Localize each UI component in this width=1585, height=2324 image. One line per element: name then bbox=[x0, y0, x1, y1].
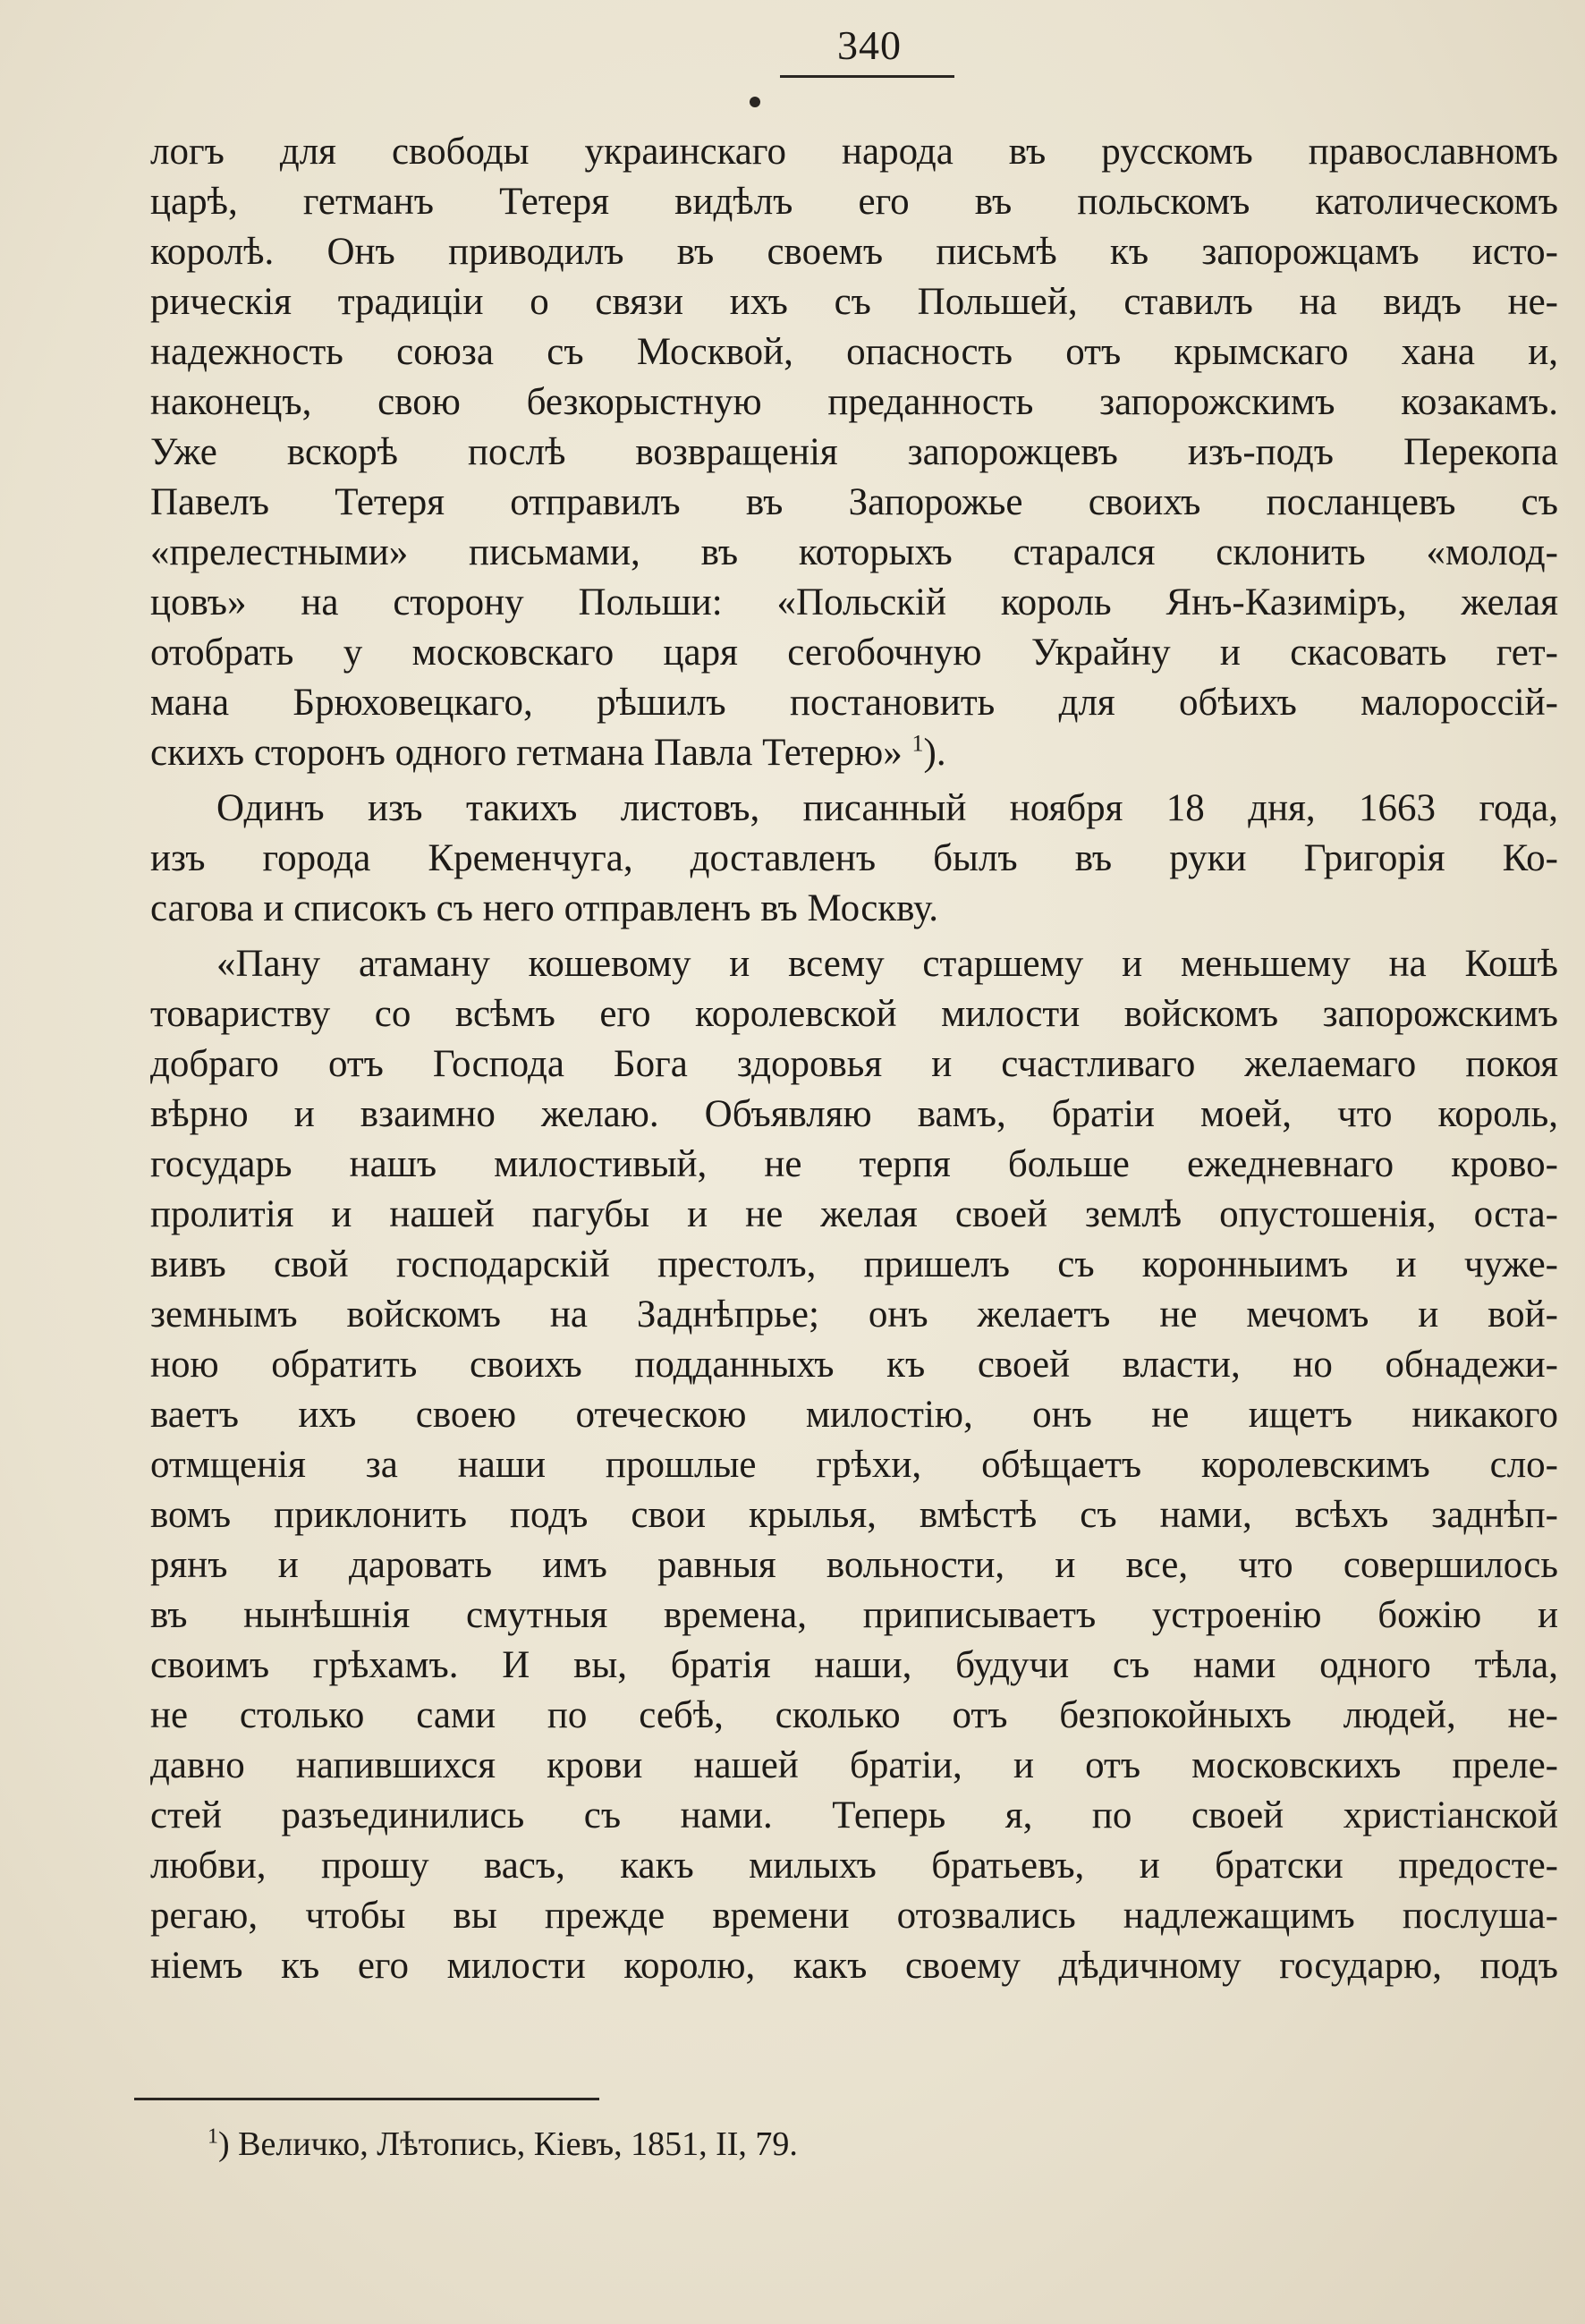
text-line-content: скихъ сторонъ одного гетмана Павла Тетерю» bbox=[150, 732, 903, 774]
text-line-content: рянъ и даровать имъ равныя вольности, и все, что совершилось bbox=[150, 1544, 1558, 1586]
text-line-content: вѣрно и взаимно желаю. Объявляю вамъ, братіи моей, что король, bbox=[150, 1093, 1558, 1135]
text-line-content: своимъ грѣхамъ. И вы, братія наши, будучи съ нами одного тѣла, bbox=[150, 1644, 1558, 1686]
text-line bbox=[150, 1140, 1558, 1190]
text-line-content: земнымъ войскомъ на Заднѣпрье; онъ желаетъ не мечомъ и вой- bbox=[150, 1293, 1558, 1336]
text-line bbox=[150, 834, 1558, 884]
text-line bbox=[150, 1590, 1558, 1641]
footnote-reference: 1 bbox=[911, 730, 924, 757]
text-line bbox=[150, 1090, 1558, 1140]
text-line-content: любви, прошу васъ, какъ милыхъ братьевъ, и братски предосте- bbox=[150, 1845, 1558, 1887]
text-line-content: отмщенія за наши прошлые грѣхи, обѣщаетъ королевскимъ сло- bbox=[150, 1444, 1558, 1486]
footnote-rule bbox=[134, 2098, 599, 2100]
text-line bbox=[216, 939, 1558, 989]
text-line bbox=[150, 1039, 1558, 1090]
text-line bbox=[150, 1891, 1558, 1941]
text-line-content: вивъ свой господарскій престолъ, пришелъ съ коронныимъ и чуже- bbox=[150, 1243, 1558, 1285]
text-line-content: въ нынѣшнія смутныя времена, приписываетъ устроенію божію и bbox=[150, 1594, 1558, 1636]
text-line bbox=[150, 1490, 1558, 1540]
text-line bbox=[150, 1540, 1558, 1590]
text-line bbox=[150, 1641, 1558, 1691]
text-line bbox=[150, 428, 1558, 478]
page-number: 340 bbox=[837, 22, 902, 68]
footnote-marker: 1 bbox=[208, 2125, 218, 2149]
text-line bbox=[150, 1741, 1558, 1791]
text-line-content: ваетъ ихъ своею отеческою милостію, онъ не ищетъ никакого bbox=[150, 1394, 1558, 1436]
text-line bbox=[150, 1190, 1558, 1240]
footnote-text: ) Величко, Лѣтопись, Кіевъ, 1851, II, 79. bbox=[218, 2125, 798, 2163]
text-line-content: пролитія и нашей пагубы и не желая своей землѣ опустошенія, оста- bbox=[150, 1193, 1558, 1235]
text-line-content: ною обратить своихъ подданныхъ къ своей власти, но обнадежи- bbox=[150, 1344, 1558, 1386]
text-line bbox=[150, 327, 1558, 377]
text-line bbox=[150, 678, 1558, 728]
text-line-content: надежность союза съ Москвой, опасность отъ крымскаго хана и, bbox=[150, 331, 1558, 373]
text-line-content: отобрать у московскаго царя сегобочную Украйну и скасовать гет- bbox=[150, 632, 1558, 674]
text-line-content: Уже вскорѣ послѣ возвращенія запорожцевъ изъ-подъ Перекопа bbox=[150, 431, 1558, 473]
text-line-content: изъ города Кременчуга, доставленъ былъ въ руки Григорія Ко- bbox=[150, 837, 1558, 879]
text-line bbox=[150, 1841, 1558, 1891]
text-line-content: добраго отъ Господа Бога здоровья и счастливаго желаемаго покоя bbox=[150, 1043, 1558, 1085]
text-line bbox=[150, 1240, 1558, 1290]
text-line-content: мана Брюховецкаго, рѣшилъ постановить для обѣихъ малороссій- bbox=[150, 682, 1558, 724]
header-rule bbox=[780, 75, 954, 78]
text-line-content: Павелъ Тетеря отправилъ въ Запорожье своихъ посланцевъ съ bbox=[150, 481, 1558, 523]
text-line-content: рическія традиціи о связи ихъ съ Польшей, ставилъ на видъ не- bbox=[150, 281, 1558, 323]
text-line-content: королѣ. Онъ приводилъ въ своемъ письмѣ къ запорожцамъ исто- bbox=[150, 231, 1558, 273]
text-line-content: наконецъ, свою безкорыстную преданность запорожскимъ козакамъ. bbox=[150, 381, 1558, 423]
text-line-content: «прелестными» письмами, въ которыхъ старался склонить «молод- bbox=[150, 531, 1558, 573]
text-line bbox=[150, 277, 1558, 327]
text-line bbox=[150, 989, 1558, 1039]
text-line-content: давно напившихся крови нашей братіи, и отъ московскихъ преле- bbox=[150, 1744, 1558, 1786]
text-line-content: регаю, чтобы вы прежде времени отозвались надлежащимъ послуша- bbox=[150, 1895, 1558, 1937]
text-line-content: логъ для свободы украинскаго народа въ русскомъ православномъ bbox=[150, 131, 1558, 173]
text-line bbox=[150, 377, 1558, 428]
text-line-content: вомъ приклонить подъ свои крылья, вмѣстѣ съ нами, всѣхъ заднѣп- bbox=[150, 1494, 1558, 1536]
text-line-content: цовъ» на сторону Польши: «Польскій король Янъ-Казиміръ, желая bbox=[150, 581, 1558, 623]
text-line-content: Одинъ изъ такихъ листовъ, писанный ноября 18 дня, 1663 года, bbox=[216, 787, 1558, 829]
text-line bbox=[150, 177, 1558, 227]
text-line-content: стей разъединились съ нами. Теперь я, по своей христіанской bbox=[150, 1794, 1558, 1836]
text-line bbox=[150, 1440, 1558, 1490]
text-line-content: царѣ, гетманъ Тетеря видѣлъ его въ польскомъ католическомъ bbox=[150, 181, 1558, 223]
text-line bbox=[150, 528, 1558, 578]
text-line bbox=[150, 1791, 1558, 1841]
text-line bbox=[216, 784, 1558, 834]
text-line bbox=[150, 478, 1558, 528]
text-line-content: ніемъ къ его милости королю, какъ своему дѣдичному государю, подъ bbox=[150, 1945, 1558, 1987]
text-line-content: товариству со всѣмъ его королевской милости войскомъ запорожскимъ bbox=[150, 993, 1558, 1035]
text-line bbox=[150, 728, 1558, 778]
footnote-reference-suffix: ). bbox=[923, 732, 946, 774]
text-line bbox=[150, 884, 1558, 934]
text-line bbox=[150, 127, 1558, 177]
text-line bbox=[150, 628, 1558, 678]
text-line bbox=[150, 1941, 1558, 1991]
text-line bbox=[150, 1290, 1558, 1340]
text-line bbox=[150, 1390, 1558, 1440]
text-line-content: сагова и списокъ съ него отправленъ въ Москву. bbox=[150, 887, 938, 929]
text-line bbox=[150, 1691, 1558, 1741]
text-line-content: государь нашъ милостивый, не терпя больше ежедневнаго крово- bbox=[150, 1143, 1558, 1185]
footnote bbox=[208, 2122, 798, 2167]
text-line bbox=[150, 227, 1558, 277]
text-line bbox=[150, 578, 1558, 628]
text-line-content: «Пану атаману кошевому и всему старшему и меньшему на Кошѣ bbox=[216, 943, 1558, 985]
text-line bbox=[150, 1340, 1558, 1390]
header-dot bbox=[750, 97, 760, 107]
text-line-content: не столько сами по себѣ, сколько отъ безпокойныхъ людей, не- bbox=[150, 1694, 1558, 1736]
